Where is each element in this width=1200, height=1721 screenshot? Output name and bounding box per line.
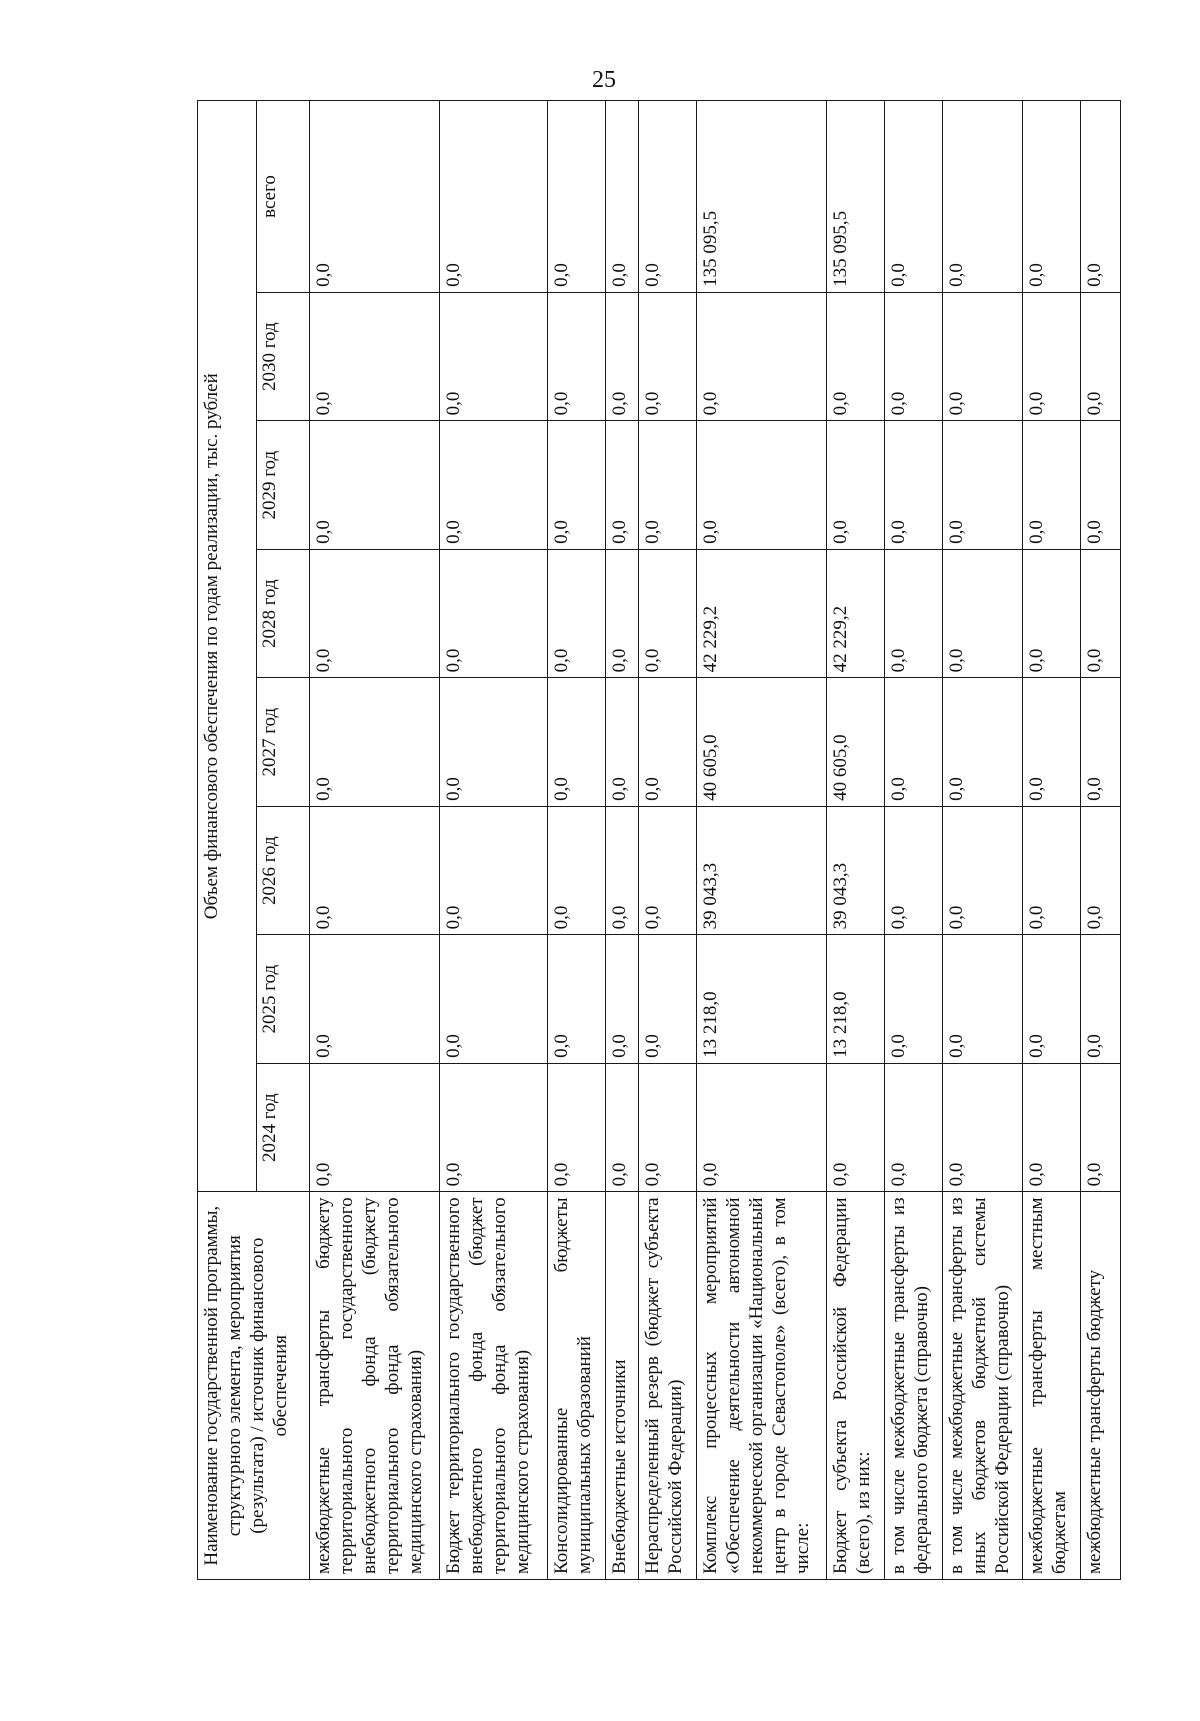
row-value: 0,0 xyxy=(606,421,639,550)
row-value: 0,0 xyxy=(827,421,885,550)
row-value: 0,0 xyxy=(1023,678,1081,807)
table-row xyxy=(885,101,943,1580)
row-value: 0,0 xyxy=(548,421,606,550)
row-value: 0,0 xyxy=(1023,292,1081,421)
row-value: 0,0 xyxy=(310,549,440,678)
row-value: 0,0 xyxy=(440,935,548,1064)
row-value: 0,0 xyxy=(885,1063,943,1192)
page-number: 25 xyxy=(592,67,616,93)
row-name: Нераспределенный резерв (бюджет субъекта Российской Федерации) xyxy=(639,1192,697,1580)
header-year: 2024 год xyxy=(257,1063,310,1192)
row-value: 0,0 xyxy=(440,678,548,807)
table-row xyxy=(310,101,440,1580)
header-year: 2030 год xyxy=(257,292,310,421)
table-body xyxy=(310,101,1121,1580)
row-name: межбюджетные трансферты местным бюджетам xyxy=(1023,1192,1081,1580)
row-value: 0,0 xyxy=(639,806,697,935)
row-name: Бюджет территориального государственного внебюджетного фонда (бюджет территориального фонда обязательного медицинского страхования) xyxy=(440,1192,548,1580)
row-value: 39 043,3 xyxy=(827,806,885,935)
row-name: в том числе межбюджетные трансферты из иных бюджетов бюджетной системы Российской Федерации (справочно) xyxy=(943,1192,1023,1580)
row-value: 0,0 xyxy=(943,678,1023,807)
row-value: 39 043,3 xyxy=(697,806,827,935)
row-value: 0,0 xyxy=(606,806,639,935)
row-value: 0,0 xyxy=(440,1063,548,1192)
row-value: 0,0 xyxy=(440,549,548,678)
row-value: 0,0 xyxy=(1023,101,1081,293)
table-row xyxy=(827,101,885,1580)
row-value: 0,0 xyxy=(697,421,827,550)
header-year: 2029 год xyxy=(257,421,310,550)
row-value: 0,0 xyxy=(440,292,548,421)
row-value: 0,0 xyxy=(440,806,548,935)
row-value: 0,0 xyxy=(606,1063,639,1192)
row-value: 0,0 xyxy=(943,806,1023,935)
row-value: 0,0 xyxy=(440,101,548,293)
table-row xyxy=(548,101,606,1580)
table-row xyxy=(440,101,548,1580)
row-value: 0,0 xyxy=(548,806,606,935)
row-name: Комплекс процессных мероприятий «Обеспечение деятельности автономной некоммерческой организации «Национальный центр в городе Севастополе» (всего), в том числе: xyxy=(697,1192,827,1580)
header-year: всего xyxy=(257,101,310,293)
row-value: 0,0 xyxy=(943,1063,1023,1192)
row-value: 0,0 xyxy=(943,549,1023,678)
row-value: 0,0 xyxy=(1081,421,1121,550)
row-value: 0,0 xyxy=(1081,678,1121,807)
row-value: 0,0 xyxy=(639,935,697,1064)
row-value: 0,0 xyxy=(885,101,943,293)
row-value: 0,0 xyxy=(310,421,440,550)
row-value: 0,0 xyxy=(606,549,639,678)
row-value: 0,0 xyxy=(1023,1063,1081,1192)
row-name: межбюджетные трансферты бюджету территориального государственного внебюджетного фонда (бюджету территориального фонда обязательного медицинского страхования) xyxy=(310,1192,440,1580)
row-value: 13 218,0 xyxy=(697,935,827,1064)
row-name: Бюджет субъекта Российской Федерации (всего), из них: xyxy=(827,1192,885,1580)
row-value: 0,0 xyxy=(943,292,1023,421)
row-value: 0,0 xyxy=(606,101,639,293)
row-value: 135 095,5 xyxy=(697,101,827,293)
row-value: 0,0 xyxy=(1023,549,1081,678)
row-value: 13 218,0 xyxy=(827,935,885,1064)
row-value: 0,0 xyxy=(548,935,606,1064)
header-year: 2027 год xyxy=(257,678,310,807)
row-value: 0,0 xyxy=(639,101,697,293)
row-value: 0,0 xyxy=(943,101,1023,293)
row-value: 0,0 xyxy=(639,1063,697,1192)
row-value: 0,0 xyxy=(548,678,606,807)
table-row xyxy=(639,101,697,1580)
row-value: 40 605,0 xyxy=(697,678,827,807)
header-year: 2028 год xyxy=(257,549,310,678)
table-row xyxy=(943,101,1023,1580)
row-value: 0,0 xyxy=(885,935,943,1064)
row-value: 0,0 xyxy=(548,101,606,293)
row-value: 0,0 xyxy=(697,292,827,421)
row-value: 0,0 xyxy=(1081,292,1121,421)
row-value: 0,0 xyxy=(885,549,943,678)
header-year: 2026 год xyxy=(257,806,310,935)
row-value: 0,0 xyxy=(548,1063,606,1192)
row-value: 0,0 xyxy=(1023,806,1081,935)
row-value: 0,0 xyxy=(885,678,943,807)
row-value: 0,0 xyxy=(1081,101,1121,293)
row-name: Внебюджетные источники xyxy=(606,1192,639,1580)
row-name: в том числе межбюджетные трансферты из федерального бюджета (справочно) xyxy=(885,1192,943,1580)
row-value: 0,0 xyxy=(606,678,639,807)
row-value: 0,0 xyxy=(639,549,697,678)
row-value: 0,0 xyxy=(885,806,943,935)
row-value: 0,0 xyxy=(1023,421,1081,550)
row-value: 0,0 xyxy=(548,292,606,421)
row-name: межбюджетные трансферты бюджету xyxy=(1081,1192,1121,1580)
row-value: 0,0 xyxy=(827,1063,885,1192)
row-value: 135 095,5 xyxy=(827,101,885,293)
row-value: 0,0 xyxy=(1023,935,1081,1064)
row-value: 0,0 xyxy=(440,421,548,550)
table-row xyxy=(1023,101,1081,1580)
row-value: 0,0 xyxy=(1081,935,1121,1064)
table-row xyxy=(606,101,639,1580)
table-row xyxy=(697,101,827,1580)
row-value: 0,0 xyxy=(310,935,440,1064)
row-value: 0,0 xyxy=(310,292,440,421)
row-value: 0,0 xyxy=(639,678,697,807)
rotated-table-container xyxy=(197,100,1197,1580)
financing-table xyxy=(197,100,1121,1580)
row-value: 0,0 xyxy=(639,421,697,550)
row-value: 0,0 xyxy=(606,292,639,421)
row-value: 0,0 xyxy=(1081,1063,1121,1192)
table-row xyxy=(1081,101,1121,1580)
row-value: 0,0 xyxy=(885,421,943,550)
row-value: 42 229,2 xyxy=(697,549,827,678)
row-value: 0,0 xyxy=(548,549,606,678)
row-value: 0,0 xyxy=(310,1063,440,1192)
row-value: 0,0 xyxy=(697,1063,827,1192)
row-value: 0,0 xyxy=(606,935,639,1064)
row-value: 0,0 xyxy=(1081,549,1121,678)
row-value: 0,0 xyxy=(310,678,440,807)
header-year: 2025 год xyxy=(257,935,310,1064)
row-value: 0,0 xyxy=(943,421,1023,550)
header-volume: Объем финансового обеспечения по годам реализации, тыс. рублей xyxy=(198,101,257,1192)
header-row-volume xyxy=(198,101,257,1580)
row-value: 40 605,0 xyxy=(827,678,885,807)
row-value: 0,0 xyxy=(639,292,697,421)
row-value: 0,0 xyxy=(1081,806,1121,935)
row-value: 0,0 xyxy=(310,806,440,935)
row-value: 0,0 xyxy=(310,101,440,293)
header-name-column: Наименование государственной программы, структурного элемента, мероприятия (результата) / источник финансового обеспечения xyxy=(198,1192,310,1580)
row-value: 42 229,2 xyxy=(827,549,885,678)
row-value: 0,0 xyxy=(827,292,885,421)
row-value: 0,0 xyxy=(943,935,1023,1064)
row-value: 0,0 xyxy=(885,292,943,421)
row-name: Консолидированные бюджеты муниципальных образований xyxy=(548,1192,606,1580)
